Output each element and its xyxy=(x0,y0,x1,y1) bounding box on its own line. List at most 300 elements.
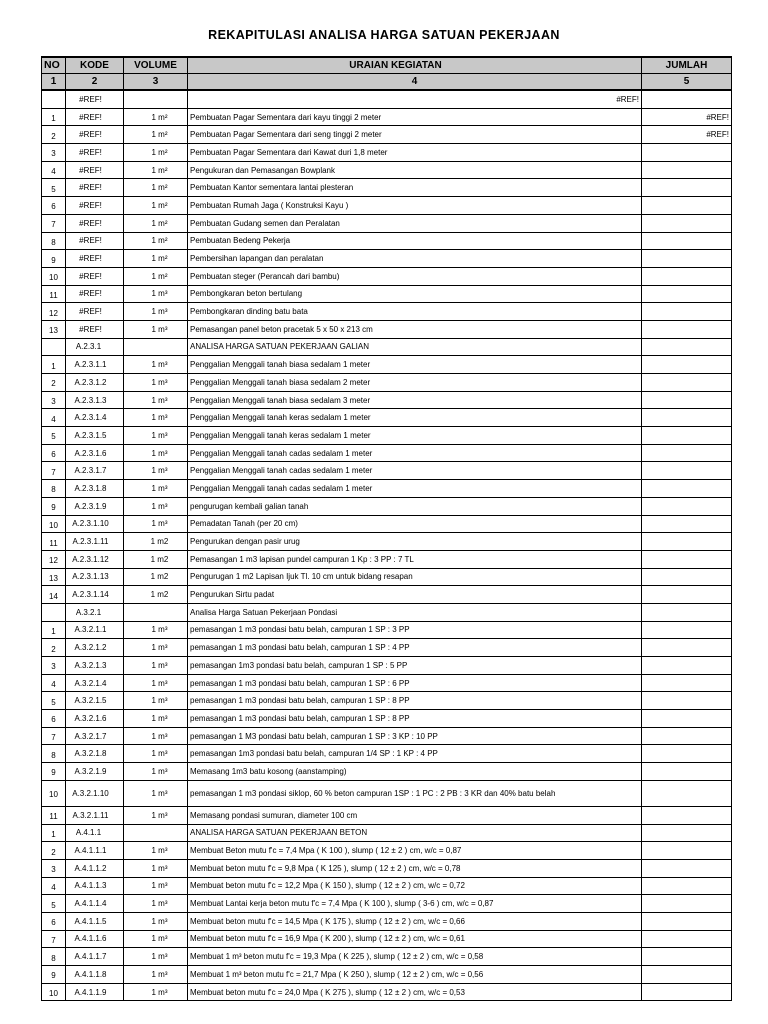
row-number: 1 xyxy=(42,824,66,842)
row-number: 4 xyxy=(42,409,66,427)
row-code: A.4.1.1.6 xyxy=(66,930,124,948)
column-number-4: 4 xyxy=(188,74,642,91)
table-row xyxy=(42,692,732,710)
row-total xyxy=(642,710,732,728)
table-row xyxy=(42,533,732,551)
row-number: 8 xyxy=(42,232,66,250)
row-volume: 1 m³ xyxy=(124,674,188,692)
row-description: Pembongkaran beton bertulang xyxy=(188,285,642,303)
row-total xyxy=(642,912,732,930)
row-description: Pengurukan dengan pasir urug xyxy=(188,533,642,551)
row-volume xyxy=(124,90,188,108)
row-code: #REF! xyxy=(66,250,124,268)
table-row xyxy=(42,912,732,930)
row-code: A.2.3.1.4 xyxy=(66,409,124,427)
row-number: 3 xyxy=(42,144,66,162)
row-volume: 1 m² xyxy=(124,214,188,232)
header-row xyxy=(42,57,732,74)
table-row xyxy=(42,356,732,374)
row-description: Pembuatan Pagar Sementara dari Kawat duri 1,8 meter xyxy=(188,144,642,162)
row-total xyxy=(642,267,732,285)
row-number: 10 xyxy=(42,515,66,533)
row-volume: 1 m³ xyxy=(124,444,188,462)
row-description: Pembuatan Bedeng Pekerja xyxy=(188,232,642,250)
table-row xyxy=(42,320,732,338)
table-row xyxy=(42,842,732,860)
row-total xyxy=(642,983,732,1001)
row-volume: 1 m² xyxy=(124,161,188,179)
table-row xyxy=(42,427,732,445)
row-number: 13 xyxy=(42,568,66,586)
row-number: 7 xyxy=(42,930,66,948)
row-volume: 1 m² xyxy=(124,108,188,126)
table-row xyxy=(42,877,732,895)
table-row xyxy=(42,161,732,179)
row-code: A.2.3.1.14 xyxy=(66,586,124,604)
table-row xyxy=(42,966,732,984)
row-description: Penggalian Menggali tanah cadas sedalam 1 meter xyxy=(188,444,642,462)
row-number: 9 xyxy=(42,497,66,515)
row-description: Pemasangan panel beton pracetak 5 x 50 x 213 cm xyxy=(188,320,642,338)
row-code: #REF! xyxy=(66,144,124,162)
row-code: #REF! xyxy=(66,90,124,108)
row-code: A.2.3.1.2 xyxy=(66,374,124,392)
row-description: Membuat beton mutu f'c = 14,5 Mpa ( K 175 ), slump ( 12 ± 2 ) cm, w/c = 0,66 xyxy=(188,912,642,930)
row-description: Penggalian Menggali tanah keras sedalam 1 meter xyxy=(188,409,642,427)
section-row xyxy=(42,603,732,621)
row-description: pemasangan 1 m3 pondasi batu belah, campuran 1 SP : 3 PP xyxy=(188,621,642,639)
row-description: pemasangan 1 m3 pondasi batu belah, campuran 1 SP : 6 PP xyxy=(188,674,642,692)
row-total xyxy=(642,930,732,948)
row-description: Membuat Beton mutu f'c = 7,4 Mpa ( K 100 ), slump ( 12 ± 2 ) cm, w/c = 0,87 xyxy=(188,842,642,860)
row-description: Pembersihan lapangan dan peralatan xyxy=(188,250,642,268)
row-description: pemasangan 1m3 pondasi batu belah, campuran 1/4 SP : 1 KP : 4 PP xyxy=(188,745,642,763)
row-description: Pembuatan Kantor sementara lantai plesteran xyxy=(188,179,642,197)
table-row xyxy=(42,983,732,1001)
row-number: 10 xyxy=(42,267,66,285)
table-row xyxy=(42,444,732,462)
row-number: 6 xyxy=(42,197,66,215)
header-uraian: URAIAN KEGIATAN xyxy=(188,57,642,74)
table-row xyxy=(42,462,732,480)
row-number: 4 xyxy=(42,161,66,179)
row-volume: 1 m³ xyxy=(124,877,188,895)
row-code: #REF! xyxy=(66,108,124,126)
row-volume: 1 m³ xyxy=(124,859,188,877)
row-description: Penggalian Menggali tanah biasa sedalam 1 meter xyxy=(188,356,642,374)
row-total: #REF! xyxy=(642,108,732,126)
row-total xyxy=(642,842,732,860)
row-description: Pengukuran dan Pemasangan Bowplank xyxy=(188,161,642,179)
row-number: 12 xyxy=(42,303,66,321)
table-row xyxy=(42,144,732,162)
row-number: 9 xyxy=(42,763,66,781)
table-row xyxy=(42,948,732,966)
row-number: 11 xyxy=(42,285,66,303)
row-description: Pembuatan Pagar Sementara dari seng tinggi 2 meter xyxy=(188,126,642,144)
row-code: #REF! xyxy=(66,285,124,303)
table-row xyxy=(42,710,732,728)
row-number: 6 xyxy=(42,710,66,728)
row-number: 14 xyxy=(42,586,66,604)
row-total xyxy=(642,603,732,621)
table-row xyxy=(42,409,732,427)
row-description: Membuat beton mutu f'c = 24,0 Mpa ( K 275 ), slump ( 12 ± 2 ) cm, w/c = 0,53 xyxy=(188,983,642,1001)
row-number: 11 xyxy=(42,806,66,824)
row-code: A.2.3.1.11 xyxy=(66,533,124,551)
row-description: Penggalian Menggali tanah cadas sedalam 1 meter xyxy=(188,462,642,480)
row-description: Pembuatan Rumah Jaga ( Konstruksi Kayu ) xyxy=(188,197,642,215)
row-volume xyxy=(124,603,188,621)
row-description: ANALISA HARGA SATUAN PEKERJAAN GALIAN xyxy=(188,338,642,356)
row-volume: 1 m³ xyxy=(124,374,188,392)
row-code: A.3.2.1.7 xyxy=(66,727,124,745)
row-volume: 1 m2 xyxy=(124,568,188,586)
table-row xyxy=(42,806,732,824)
table-row xyxy=(42,214,732,232)
row-code: #REF! xyxy=(66,214,124,232)
row-code: A.2.3.1.10 xyxy=(66,515,124,533)
row-description: Membuat 1 m³ beton mutu f'c = 21,7 Mpa ( K 250 ), slump ( 12 ± 2 ) cm, w/c = 0,56 xyxy=(188,966,642,984)
table-row xyxy=(42,621,732,639)
row-total xyxy=(642,657,732,675)
row-code: #REF! xyxy=(66,179,124,197)
table-row xyxy=(42,745,732,763)
row-volume: 1 m³ xyxy=(124,763,188,781)
row-volume: 1 m³ xyxy=(124,657,188,675)
row-description: Pemasangan 1 m3 lapisan pundel campuran 1 Kp : 3 PP : 7 TL xyxy=(188,550,642,568)
row-description: Memasang 1m3 batu kosong (aanstamping) xyxy=(188,763,642,781)
row-code: A.3.2.1.3 xyxy=(66,657,124,675)
row-number: 2 xyxy=(42,374,66,392)
row-total xyxy=(642,877,732,895)
column-number-1: 1 xyxy=(42,74,66,91)
row-number: 7 xyxy=(42,727,66,745)
row-code: A.3.2.1.10 xyxy=(66,780,124,806)
row-total xyxy=(642,480,732,498)
table-header xyxy=(42,57,732,90)
row-description: Pengurugan 1 m2 Lapisan Ijuk Tl. 10 cm untuk bidang resapan xyxy=(188,568,642,586)
row-volume: 1 m³ xyxy=(124,497,188,515)
row-code: A.2.3.1.7 xyxy=(66,462,124,480)
column-number-3: 3 xyxy=(124,74,188,91)
row-number: 8 xyxy=(42,948,66,966)
row-total xyxy=(642,621,732,639)
row-total xyxy=(642,427,732,445)
row-number: 10 xyxy=(42,780,66,806)
row-volume: 1 m³ xyxy=(124,515,188,533)
row-total xyxy=(642,462,732,480)
row-volume: 1 m³ xyxy=(124,427,188,445)
row-volume: 1 m2 xyxy=(124,533,188,551)
row-code: #REF! xyxy=(66,197,124,215)
row-number: 9 xyxy=(42,250,66,268)
row-description: Membuat beton mutu f'c = 12,2 Mpa ( K 150 ), slump ( 12 ± 2 ) cm, w/c = 0,72 xyxy=(188,877,642,895)
table-row xyxy=(42,639,732,657)
row-number: 13 xyxy=(42,320,66,338)
table-row xyxy=(42,90,732,108)
table-row xyxy=(42,232,732,250)
row-total xyxy=(642,497,732,515)
row-total xyxy=(642,90,732,108)
row-number: 5 xyxy=(42,895,66,913)
row-number: 5 xyxy=(42,692,66,710)
row-total xyxy=(642,391,732,409)
row-number: 2 xyxy=(42,126,66,144)
row-volume: 1 m³ xyxy=(124,391,188,409)
row-description: pemasangan 1 m3 pondasi batu belah, campuran 1 SP : 8 PP xyxy=(188,692,642,710)
row-total xyxy=(642,895,732,913)
row-total xyxy=(642,409,732,427)
row-total xyxy=(642,338,732,356)
row-volume: 1 m³ xyxy=(124,948,188,966)
row-total xyxy=(642,692,732,710)
row-number xyxy=(42,338,66,356)
row-total xyxy=(642,763,732,781)
table-row xyxy=(42,586,732,604)
row-code: A.4.1.1.3 xyxy=(66,877,124,895)
row-volume: 1 m³ xyxy=(124,710,188,728)
row-number: 4 xyxy=(42,877,66,895)
row-description: Pembuatan Gudang semen dan Peralatan xyxy=(188,214,642,232)
table-row xyxy=(42,763,732,781)
row-code: A.2.3.1 xyxy=(66,338,124,356)
row-code: #REF! xyxy=(66,267,124,285)
row-volume: 1 m³ xyxy=(124,745,188,763)
table-row xyxy=(42,674,732,692)
row-code: #REF! xyxy=(66,126,124,144)
table-row xyxy=(42,515,732,533)
row-total xyxy=(642,586,732,604)
row-volume: 1 m³ xyxy=(124,285,188,303)
row-code: A.2.3.1.13 xyxy=(66,568,124,586)
row-description: ANALISA HARGA SATUAN PEKERJAAN BETON xyxy=(188,824,642,842)
row-description: Membuat Lantai kerja beton mutu f'c = 7,4 Mpa ( K 100 ), slump ( 3-6 ) cm, w/c = 0,87 xyxy=(188,895,642,913)
row-total: #REF! xyxy=(642,126,732,144)
row-total xyxy=(642,550,732,568)
row-volume: 1 m³ xyxy=(124,621,188,639)
row-code: #REF! xyxy=(66,232,124,250)
section-row xyxy=(42,824,732,842)
row-total xyxy=(642,966,732,984)
row-description: pemasangan 1 m3 pondasi batu belah, campuran 1 SP : 4 PP xyxy=(188,639,642,657)
row-total xyxy=(642,444,732,462)
row-description: pengurugan kembali galian tanah xyxy=(188,497,642,515)
section-row xyxy=(42,338,732,356)
row-code: A.3.2.1.8 xyxy=(66,745,124,763)
row-volume xyxy=(124,338,188,356)
row-number: 12 xyxy=(42,550,66,568)
row-description: Pengurukan Sirtu padat xyxy=(188,586,642,604)
table-row xyxy=(42,108,732,126)
row-volume: 1 m³ xyxy=(124,462,188,480)
row-total xyxy=(642,214,732,232)
row-volume: 1 m³ xyxy=(124,639,188,657)
row-number: 6 xyxy=(42,444,66,462)
row-description: Pemadatan Tanah (per 20 cm) xyxy=(188,515,642,533)
row-volume: 1 m³ xyxy=(124,930,188,948)
row-number: 8 xyxy=(42,745,66,763)
column-number-row xyxy=(42,74,732,91)
header-no: NO xyxy=(42,57,66,74)
row-description: pemasangan 1 m3 pondasi batu belah, campuran 1 SP : 8 PP xyxy=(188,710,642,728)
table-row xyxy=(42,497,732,515)
row-volume: 1 m³ xyxy=(124,480,188,498)
row-volume: 1 m² xyxy=(124,144,188,162)
row-description: Penggalian Menggali tanah cadas sedalam 1 meter xyxy=(188,480,642,498)
row-description: Penggalian Menggali tanah keras sedalam 1 meter xyxy=(188,427,642,445)
row-total xyxy=(642,374,732,392)
row-volume: 1 m² xyxy=(124,179,188,197)
row-number: 9 xyxy=(42,966,66,984)
row-description: Pembongkaran dinding batu bata xyxy=(188,303,642,321)
row-number: 2 xyxy=(42,639,66,657)
table-row xyxy=(42,657,732,675)
row-total xyxy=(642,568,732,586)
row-volume: 1 m³ xyxy=(124,966,188,984)
row-description: #REF! xyxy=(188,90,642,108)
row-code: A.4.1.1 xyxy=(66,824,124,842)
row-code: A.3.2.1.1 xyxy=(66,621,124,639)
row-number: 1 xyxy=(42,108,66,126)
row-volume: 1 m³ xyxy=(124,320,188,338)
row-number: 7 xyxy=(42,214,66,232)
row-code: A.2.3.1.12 xyxy=(66,550,124,568)
table-row xyxy=(42,895,732,913)
row-volume: 1 m³ xyxy=(124,692,188,710)
row-code: A.2.3.1.6 xyxy=(66,444,124,462)
row-code: A.2.3.1.3 xyxy=(66,391,124,409)
row-total xyxy=(642,824,732,842)
row-description: Membuat 1 m³ beton mutu f'c = 19,3 Mpa ( K 225 ), slump ( 12 ± 2 ) cm, w/c = 0,58 xyxy=(188,948,642,966)
row-code: A.2.3.1.9 xyxy=(66,497,124,515)
row-volume: 1 m2 xyxy=(124,550,188,568)
row-number: 3 xyxy=(42,859,66,877)
row-number: 8 xyxy=(42,480,66,498)
table-row xyxy=(42,568,732,586)
row-volume: 1 m³ xyxy=(124,983,188,1001)
row-code: A.2.3.1.5 xyxy=(66,427,124,445)
header-jumlah: JUMLAH xyxy=(642,57,732,74)
row-description: Pembuatan Pagar Sementara dari kayu tinggi 2 meter xyxy=(188,108,642,126)
row-code: A.3.2.1.5 xyxy=(66,692,124,710)
row-number xyxy=(42,603,66,621)
table-row xyxy=(42,285,732,303)
row-code: A.3.2.1.11 xyxy=(66,806,124,824)
table-row xyxy=(42,930,732,948)
row-code: A.4.1.1.9 xyxy=(66,983,124,1001)
row-code: A.3.2.1.6 xyxy=(66,710,124,728)
table-row xyxy=(42,391,732,409)
table-row xyxy=(42,197,732,215)
row-volume: 1 m³ xyxy=(124,727,188,745)
row-total xyxy=(642,356,732,374)
row-code: A.4.1.1.5 xyxy=(66,912,124,930)
recap-table xyxy=(41,56,732,1001)
table-row xyxy=(42,550,732,568)
row-code: #REF! xyxy=(66,303,124,321)
row-total xyxy=(642,515,732,533)
row-number: 11 xyxy=(42,533,66,551)
table-row xyxy=(42,179,732,197)
row-volume: 1 m2 xyxy=(124,586,188,604)
row-code: A.2.3.1.8 xyxy=(66,480,124,498)
row-code: A.4.1.1.7 xyxy=(66,948,124,966)
row-total xyxy=(642,948,732,966)
row-total xyxy=(642,674,732,692)
row-total xyxy=(642,179,732,197)
row-description: pemasangan 1 M3 pondasi batu belah, campuran 1 SP : 3 KP : 10 PP xyxy=(188,727,642,745)
header-volume: VOLUME xyxy=(124,57,188,74)
row-volume xyxy=(124,824,188,842)
row-total xyxy=(642,303,732,321)
row-total xyxy=(642,745,732,763)
row-total xyxy=(642,859,732,877)
row-volume: 1 m³ xyxy=(124,895,188,913)
table-row xyxy=(42,126,732,144)
row-description: Membuat beton mutu f'c = 9,8 Mpa ( K 125 ), slump ( 12 ± 2 ) cm, w/c = 0,78 xyxy=(188,859,642,877)
row-number xyxy=(42,90,66,108)
row-description: pemasangan 1 m3 pondasi siklop, 60 % beton campuran 1SP : 1 PC : 2 PB : 3 KR dan 40% batu belah xyxy=(188,780,642,806)
row-total xyxy=(642,806,732,824)
row-volume: 1 m³ xyxy=(124,409,188,427)
row-number: 7 xyxy=(42,462,66,480)
column-number-2: 2 xyxy=(66,74,124,91)
row-number: 4 xyxy=(42,674,66,692)
table-row xyxy=(42,303,732,321)
row-number: 10 xyxy=(42,983,66,1001)
row-code: A.3.2.1.2 xyxy=(66,639,124,657)
row-code: A.2.3.1.1 xyxy=(66,356,124,374)
table-row xyxy=(42,480,732,498)
row-volume: 1 m² xyxy=(124,232,188,250)
row-description: Penggalian Menggali tanah biasa sedalam 3 meter xyxy=(188,391,642,409)
row-description: Membuat beton mutu f'c = 16,9 Mpa ( K 200 ), slump ( 12 ± 2 ) cm, w/c = 0,61 xyxy=(188,930,642,948)
row-code: #REF! xyxy=(66,161,124,179)
row-total xyxy=(642,320,732,338)
table-row xyxy=(42,250,732,268)
row-code: A.4.1.1.4 xyxy=(66,895,124,913)
row-description: Memasang pondasi sumuran, diameter 100 cm xyxy=(188,806,642,824)
table-row xyxy=(42,780,732,806)
row-number: 1 xyxy=(42,356,66,374)
row-total xyxy=(642,780,732,806)
row-volume: 1 m³ xyxy=(124,806,188,824)
row-volume: 1 m² xyxy=(124,126,188,144)
row-number: 1 xyxy=(42,621,66,639)
row-code: #REF! xyxy=(66,320,124,338)
row-description: Analisa Harga Satuan Pekerjaan Pondasi xyxy=(188,603,642,621)
table-row xyxy=(42,859,732,877)
row-code: A.3.2.1.4 xyxy=(66,674,124,692)
row-volume: 1 m³ xyxy=(124,356,188,374)
row-code: A.3.2.1 xyxy=(66,603,124,621)
table-row xyxy=(42,267,732,285)
row-volume: 1 m² xyxy=(124,267,188,285)
header-kode: KODE xyxy=(66,57,124,74)
row-code: A.4.1.1.8 xyxy=(66,966,124,984)
row-volume: 1 m³ xyxy=(124,842,188,860)
row-total xyxy=(642,727,732,745)
row-total xyxy=(642,197,732,215)
row-number: 2 xyxy=(42,842,66,860)
row-number: 6 xyxy=(42,912,66,930)
row-total xyxy=(642,232,732,250)
row-description: pemasangan 1m3 pondasi batu belah, campuran 1 SP : 5 PP xyxy=(188,657,642,675)
row-total xyxy=(642,250,732,268)
row-volume: 1 m² xyxy=(124,250,188,268)
table-row xyxy=(42,374,732,392)
